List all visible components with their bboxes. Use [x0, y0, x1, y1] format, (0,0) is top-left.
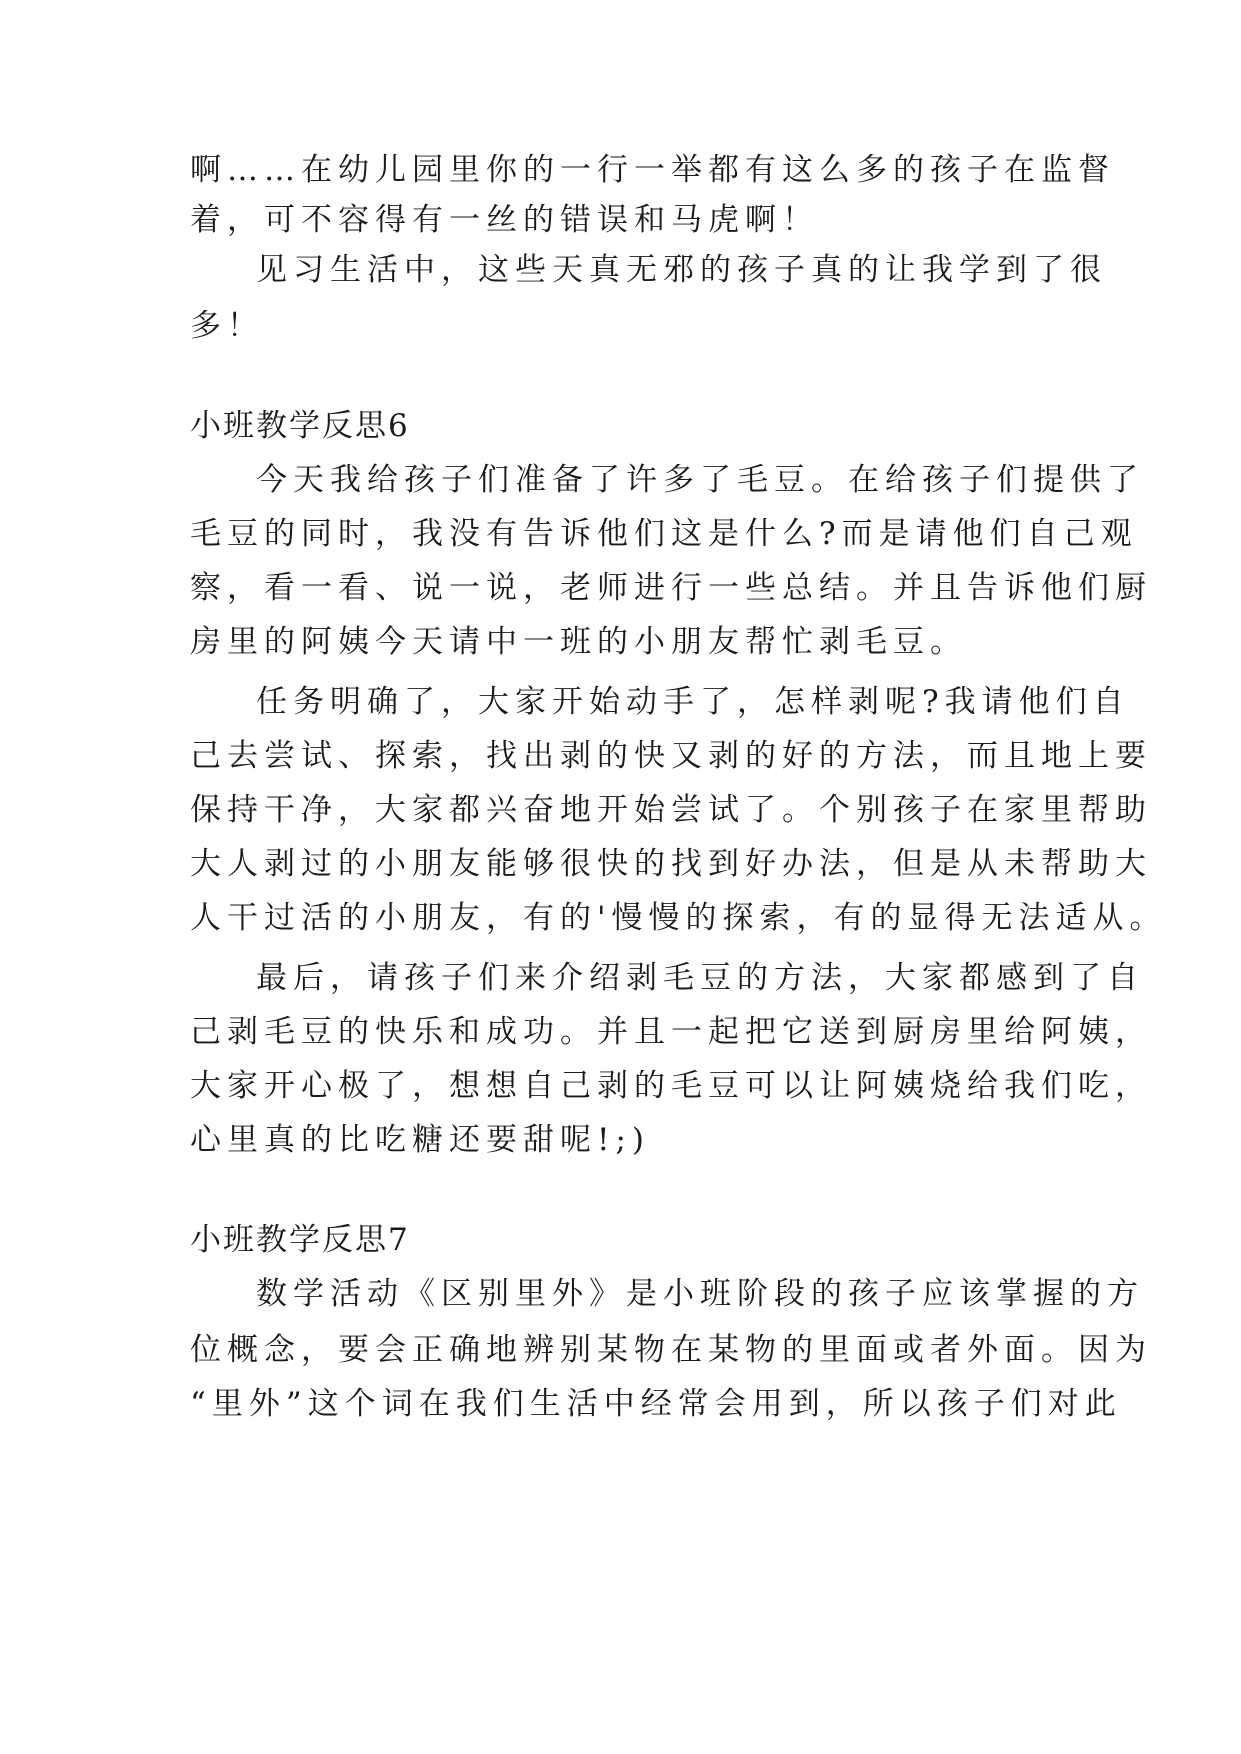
paragraph-line: 人干过活的小朋友，有的'慢慢的探索，有的显得无法适从。	[190, 900, 1167, 936]
paragraph-line: 毛豆的同时，我没有告诉他们这是什么?而是请他们自己观	[190, 516, 1138, 552]
paragraph-line: 大人剥过的小朋友能够很快的找到好办法，但是从未帮助大	[190, 846, 1152, 882]
paragraph-line: 心里真的比吃糖还要甜呢!;)	[190, 1122, 650, 1158]
paragraph-line: 啊……在幼儿园里你的一行一举都有这么多的孩子在监督	[190, 152, 1115, 188]
section-heading: 小班教学反思6	[190, 408, 410, 444]
paragraph-line: 见习生活中，这些天真无邪的孩子真的让我学到了很	[256, 252, 1107, 288]
paragraph-line: 最后，请孩子们来介绍剥毛豆的方法，大家都感到了自	[256, 960, 1144, 996]
paragraph-line: 己剥毛豆的快乐和成功。并且一起把它送到厨房里给阿姨，	[190, 1014, 1152, 1050]
paragraph-line: 己去尝试、探索，找出剥的快又剥的好的方法，而且地上要	[190, 738, 1152, 774]
paragraph-line: 大家开心极了，想想自己剥的毛豆可以让阿姨烧给我们吃，	[190, 1068, 1152, 1104]
paragraph-line: 位概念，要会正确地辨别某物在某物的里面或者外面。因为	[190, 1332, 1152, 1368]
paragraph-line: 房里的阿姨今天请中一班的小朋友帮忙剥毛豆。	[190, 624, 967, 660]
paragraph-line: 多！	[190, 308, 264, 344]
paragraph-line: 任务明确了，大家开始动手了，怎样剥呢?我请他们自	[256, 684, 1130, 720]
paragraph-line: 今天我给孩子们准备了许多了毛豆。在给孩子们提供了	[256, 462, 1144, 498]
paragraph-line: 察，看一看、说一说，老师进行一些总结。并且告诉他们厨	[190, 570, 1152, 606]
paragraph-line: 着，可不容得有一丝的错误和马虎啊！	[190, 202, 819, 238]
paragraph-line: 保持干净，大家都兴奋地开始尝试了。个别孩子在家里帮助	[190, 792, 1152, 828]
section-heading: 小班教学反思7	[190, 1222, 410, 1258]
paragraph-line: “里外”这个词在我们生活中经常会用到，所以孩子们对此	[190, 1386, 1122, 1422]
paragraph-line: 数学活动《区别里外》是小班阶段的孩子应该掌握的方	[256, 1276, 1144, 1312]
